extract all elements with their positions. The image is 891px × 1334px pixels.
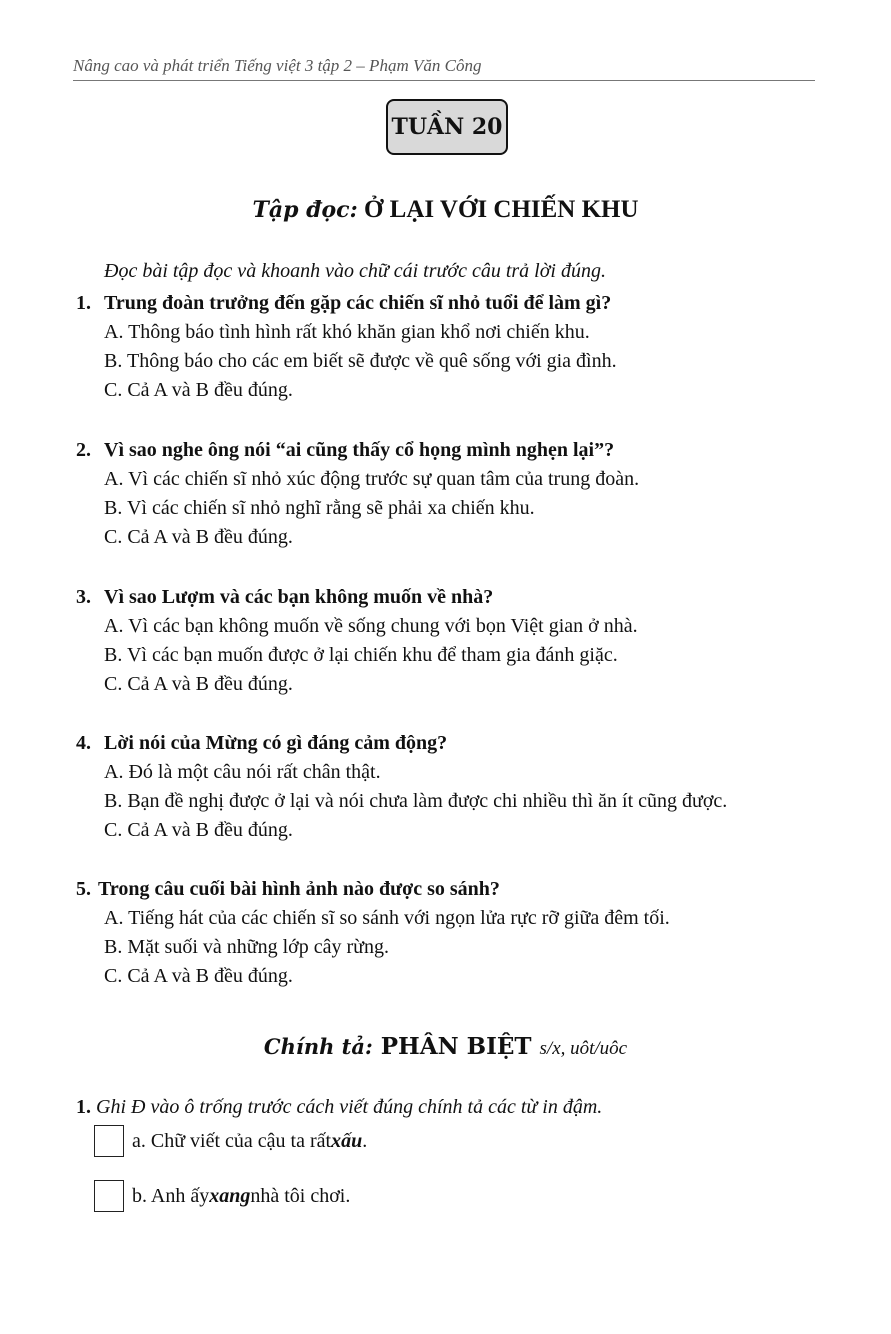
answer-option: B. Thông báo cho các em biết sẽ được về quê sống với gia đình. (104, 350, 617, 372)
answer-option: A. Vì các chiến sĩ nhỏ xúc động trước sự quan tâm của trung đoàn. (104, 468, 640, 490)
reading-title-lead: Tập đọc: (252, 197, 358, 223)
answer-option: A. Thông báo tình hình rất khó khăn gian khổ nơi chiến khu. (104, 321, 590, 343)
answer-option: A. Đó là một câu nói rất chân thật. (104, 761, 381, 783)
reading-title-main: Ở LẠI VỚI CHIẾN KHU (357, 196, 639, 223)
question (76, 435, 866, 552)
answer-option: B. Vì các chiến sĩ nhỏ nghĩ rằng sẽ phải xa chiến khu. (104, 497, 535, 519)
question-heading: 2. Vì sao nghe ông nói “ai cũng thấy cổ họng mình nghẹn lại”? (76, 439, 615, 461)
spelling-item: a. Chữ viết của cậu ta rất xấu . (94, 1125, 367, 1157)
answer-checkbox[interactable] (94, 1180, 124, 1212)
question-heading: 5. Trong câu cuối bài hình ảnh nào được so sánh? (76, 878, 500, 900)
question (76, 728, 866, 845)
answer-option: C. Cả A và B đều đúng. (104, 673, 293, 695)
answer-option: B. Vì các bạn muốn được ở lại chiến khu để tham gia đánh giặc. (104, 644, 618, 666)
answer-option: C. Cả A và B đều đúng. (104, 526, 293, 548)
bold-word: xang (209, 1184, 251, 1207)
task-number: 1. (76, 1096, 91, 1118)
answer-option: C. Cả A và B đều đúng. (104, 965, 293, 987)
bold-word: xấu (331, 1129, 363, 1152)
spelling-title-lead: Chính tả: (263, 1034, 373, 1059)
spelling-title (0, 1033, 891, 1060)
reading-title (0, 196, 891, 224)
spelling-title-sub: s/x, uôt/uôc (539, 1038, 628, 1059)
week-badge: TUẦN 20 (386, 99, 508, 155)
reading-instruction: Đọc bài tập đọc và khoanh vào chữ cái trước câu trả lời đúng. (104, 260, 606, 282)
answer-option: A. Tiếng hát của các chiến sĩ so sánh với ngọn lửa rực rỡ giữa đêm tối. (104, 907, 670, 929)
answer-option: B. Bạn đề nghị được ở lại và nói chưa làm được chi nhiều thì ăn ít cũng được. (104, 790, 728, 812)
question-heading: 3. Vì sao Lượm và các bạn không muốn về nhà? (76, 586, 494, 608)
question (76, 288, 866, 405)
answer-option: C. Cả A và B đều đúng. (104, 819, 293, 841)
answer-option: A. Vì các bạn không muốn về sống chung với bọn Việt gian ở nhà. (104, 615, 638, 637)
spelling-item: b. Anh ấy xang nhà tôi chơi. (94, 1180, 350, 1212)
answer-option: B. Mặt suối và những lớp cây rừng. (104, 936, 389, 958)
question (76, 874, 866, 991)
question-heading: 4. Lời nói của Mừng có gì đáng cảm động? (76, 732, 448, 754)
spelling-task (76, 1096, 602, 1119)
question (76, 582, 866, 699)
answer-option: C. Cả A và B đều đúng. (104, 379, 293, 401)
task-text: Ghi Đ vào ô trống trước cách viết đúng chính tả các từ in đậm. (91, 1096, 603, 1118)
answer-checkbox[interactable] (94, 1125, 124, 1157)
spelling-title-main: PHÂN BIỆT (372, 1033, 540, 1060)
page-header: Nâng cao và phát triển Tiếng việt 3 tập 2 – Phạm Văn Công (73, 56, 815, 81)
question-heading: 1. Trung đoàn trưởng đến gặp các chiến sĩ nhỏ tuổi để làm gì? (76, 292, 612, 314)
